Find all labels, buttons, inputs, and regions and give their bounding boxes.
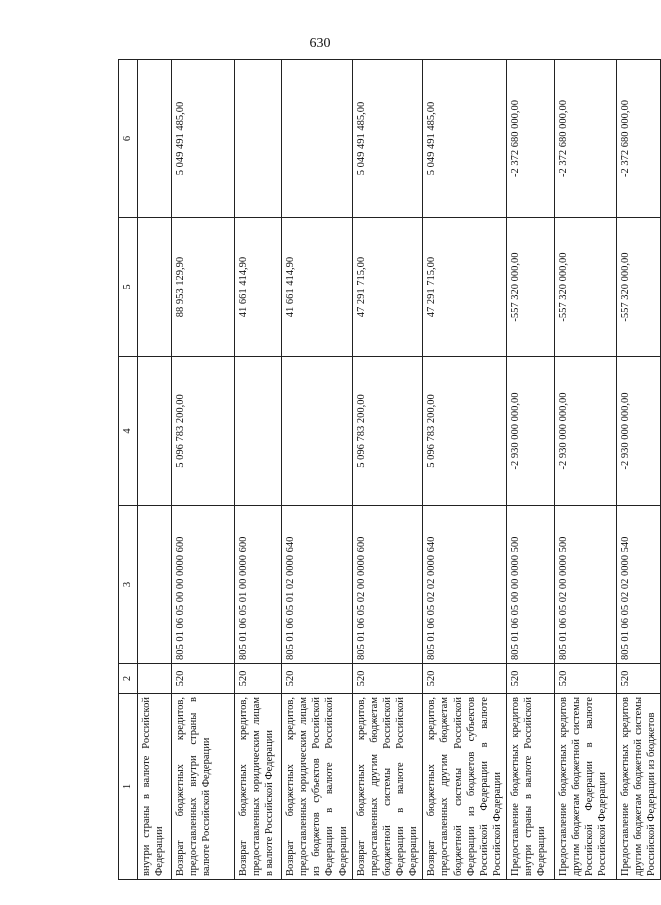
amount-col5-cell: 47 291 715,00 <box>423 218 507 357</box>
admin-code-cell: 520 <box>172 664 235 694</box>
table-row <box>282 60 353 880</box>
table-row <box>423 60 507 880</box>
admin-code-cell: 520 <box>507 664 555 694</box>
classification-code-cell: 805 01 06 05 00 00 0000 600 <box>172 506 235 664</box>
amount-col6-cell <box>138 60 172 218</box>
amount-col4-cell: 5 096 783 200,00 <box>172 357 235 506</box>
amount-col6-cell: 5 049 491 485,00 <box>423 60 507 218</box>
amount-col4-cell <box>282 357 353 506</box>
classification-code-cell: 805 01 06 05 02 02 0000 540 <box>617 506 661 664</box>
classification-code-cell: 805 01 06 05 00 00 0000 500 <box>507 506 555 664</box>
classification-code-cell: 805 01 06 05 01 00 0000 600 <box>235 506 282 664</box>
amount-col6-cell: -2 372 680 000,00 <box>617 60 661 218</box>
amount-col5-cell: -557 320 000,00 <box>617 218 661 357</box>
header-cell: 4 <box>119 357 138 506</box>
amount-col6-cell: -2 372 680 000,00 <box>555 60 617 218</box>
admin-code-cell <box>138 664 172 694</box>
amount-col4-cell: -2 930 000 000,00 <box>555 357 617 506</box>
description-cell: Возврат бюджетных кредитов, предоставленных внутри страны в валюте Российской Федерации <box>172 694 235 880</box>
table-row <box>138 60 172 880</box>
description-cell: Возврат бюджетных кредитов, предоставленных другим бюджетам бюджетной системы Российской Федерации в валюте Российской Федерации <box>352 694 423 880</box>
header-cell: 3 <box>119 506 138 664</box>
classification-code-cell: 805 01 06 05 02 00 0000 600 <box>352 506 423 664</box>
table-row <box>235 60 282 880</box>
header-cell: 2 <box>119 664 138 694</box>
table-row <box>555 60 617 880</box>
amount-col4-cell: 5 096 783 200,00 <box>352 357 423 506</box>
amount-col6-cell <box>235 60 282 218</box>
description-cell: Возврат бюджетных кредитов, предоставленных юридическим лицам из бюджетов субъектов Российской Федерации в валюте Российской Федерации <box>282 694 353 880</box>
rotated-table-container <box>118 60 658 880</box>
header-cell: 5 <box>119 218 138 357</box>
classification-code-cell: 805 01 06 05 01 02 0000 640 <box>282 506 353 664</box>
amount-col5-cell <box>138 218 172 357</box>
description-cell: Предоставление бюджетных кредитов другим бюджетам бюджетной системы Российской Федерации в валюте Российской Федерации <box>555 694 617 880</box>
amount-col5-cell: 41 661 414,90 <box>235 218 282 357</box>
amount-col4-cell: 5 096 783 200,00 <box>423 357 507 506</box>
description-cell: Предоставление бюджетных кредитов внутри страны в валюте Российской Федерации <box>507 694 555 880</box>
amount-col5-cell: -557 320 000,00 <box>555 218 617 357</box>
budget-table <box>118 59 661 880</box>
description-cell: Возврат бюджетных кредитов, предоставленных юридическим лицам в валюте Российской Федерации <box>235 694 282 880</box>
rotated-table-wrapper <box>118 60 658 880</box>
table-row <box>172 60 235 880</box>
table-header-row <box>119 60 138 880</box>
admin-code-cell: 520 <box>555 664 617 694</box>
table-row <box>617 60 661 880</box>
admin-code-cell: 520 <box>235 664 282 694</box>
amount-col6-cell <box>282 60 353 218</box>
classification-code-cell: 805 01 06 05 02 00 0000 500 <box>555 506 617 664</box>
amount-col5-cell: 41 661 414,90 <box>282 218 353 357</box>
page-number: 630 <box>309 36 331 51</box>
amount-col5-cell: 88 953 129,90 <box>172 218 235 357</box>
amount-col4-cell: -2 930 000 000,00 <box>507 357 555 506</box>
admin-code-cell: 520 <box>282 664 353 694</box>
amount-col4-cell: -2 930 000 000,00 <box>617 357 661 506</box>
amount-col6-cell: 5 049 491 485,00 <box>352 60 423 218</box>
table-row <box>352 60 423 880</box>
classification-code-cell <box>138 506 172 664</box>
header-cell: 6 <box>119 60 138 218</box>
description-cell: Предоставление бюджетных кредитов другим бюджетам бюджетной системы Российской Федерации из бюджетов <box>617 694 661 880</box>
table-row <box>507 60 555 880</box>
amount-col5-cell: 47 291 715,00 <box>352 218 423 357</box>
amount-col6-cell: -2 372 680 000,00 <box>507 60 555 218</box>
admin-code-cell: 520 <box>352 664 423 694</box>
classification-code-cell: 805 01 06 05 02 02 0000 640 <box>423 506 507 664</box>
header-cell: 1 <box>119 694 138 880</box>
amount-col6-cell: 5 049 491 485,00 <box>172 60 235 218</box>
description-cell: внутри страны в валюте Российской Федерации <box>138 694 172 880</box>
amount-col4-cell <box>235 357 282 506</box>
amount-col4-cell <box>138 357 172 506</box>
amount-col5-cell: -557 320 000,00 <box>507 218 555 357</box>
description-cell: Возврат бюджетных кредитов, предоставленных другим бюджетам бюджетной системы Российской Федерации из бюджетов субъектов Российской Федерации в валюте Российской Федерации <box>423 694 507 880</box>
admin-code-cell: 520 <box>423 664 507 694</box>
admin-code-cell: 520 <box>617 664 661 694</box>
